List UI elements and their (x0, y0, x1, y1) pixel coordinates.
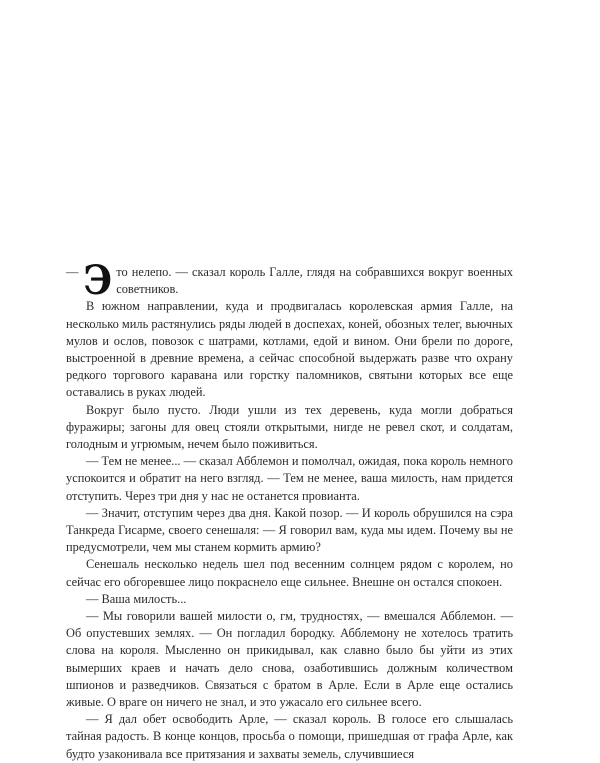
drop-cap-letter: Э (83, 257, 112, 304)
paragraph-3: Вокруг было пусто. Люди ушли из тех деревень, куда могли добраться фуражиры; загоны для овец стояли открытыми, нигде не ревел скот, и солдатам, голодным и угрюмым, нечем было поживиться. (66, 402, 513, 452)
paragraph-5: — Значит, отступим через два дня. Какой позор. — И король обрушился на сэра Танкреда Гисарме, своего сенешаля: — Я говорил вам, куда мы идем. Почему вы не предусмотрели, чем мы станем кормить армию? (66, 505, 513, 555)
leading-dash: — (66, 265, 79, 279)
paragraph-1 (66, 257, 513, 304)
paragraph-1-text: то нелепо. — сказал король Галле, глядя на собравшихся вокруг военных советников. (116, 265, 513, 297)
paragraph-7: — Ваша милость... (86, 591, 187, 606)
paragraph-6: Сенешаль несколько недель шел под весенним солнцем рядом с королем, но сейчас его обгоревшее лицо покраснело еще сильнее. Внешне он остался спокоен. (66, 557, 513, 589)
paragraph-2: В южном направлении, куда и продвигалась королевская армия Галле, на несколько миль растянулись ряды людей в доспехах, коней, обозных телег, вьючных мулов и ослов, повозок с шатрами, котлами, едой и вином. Они брели по дороге, выстроенной в древние времена, а сейчас способной выдержать разве что охрану редкого торгового каравана или горстку паломников, святыни которых все еще оставались в руках людей. (66, 299, 513, 400)
chapter-text (66, 257, 513, 763)
paragraph-4: — Тем не менее... — сказал Абблемон и помолчал, ожидая, пока король немного успокоится и обратит на него взгляд. — Тем не менее, ваша милость, нам придется отступить. Через три дня у нас не останется провианта. (66, 454, 513, 503)
paragraph-9: — Я дал обет освободить Арле, — сказал король. В голосе его слышалась тайная радость. В конце концов, просьба о помощи, пришедшая от графа Арле, как будто узаконивала все притязания и захваты земель, случившиеся (66, 712, 513, 761)
paragraph-8: — Мы говорили вашей милости о, гм, трудностях, — вмешался Абблемон. — Об опустевших землях. — Он погладил бородку. Абблемону не хотелось тратить слова на короля. Мысленно он прикидывал, как славно было бы уйти из этих вымерших краев и начать дело снова, озаботившись должным количеством шпионов и разведчиков. Связаться с братом в Арле. Если в Арле еще остались живые. О враге он ничего не знал, и это ужасало его сильнее всего. (66, 609, 513, 710)
